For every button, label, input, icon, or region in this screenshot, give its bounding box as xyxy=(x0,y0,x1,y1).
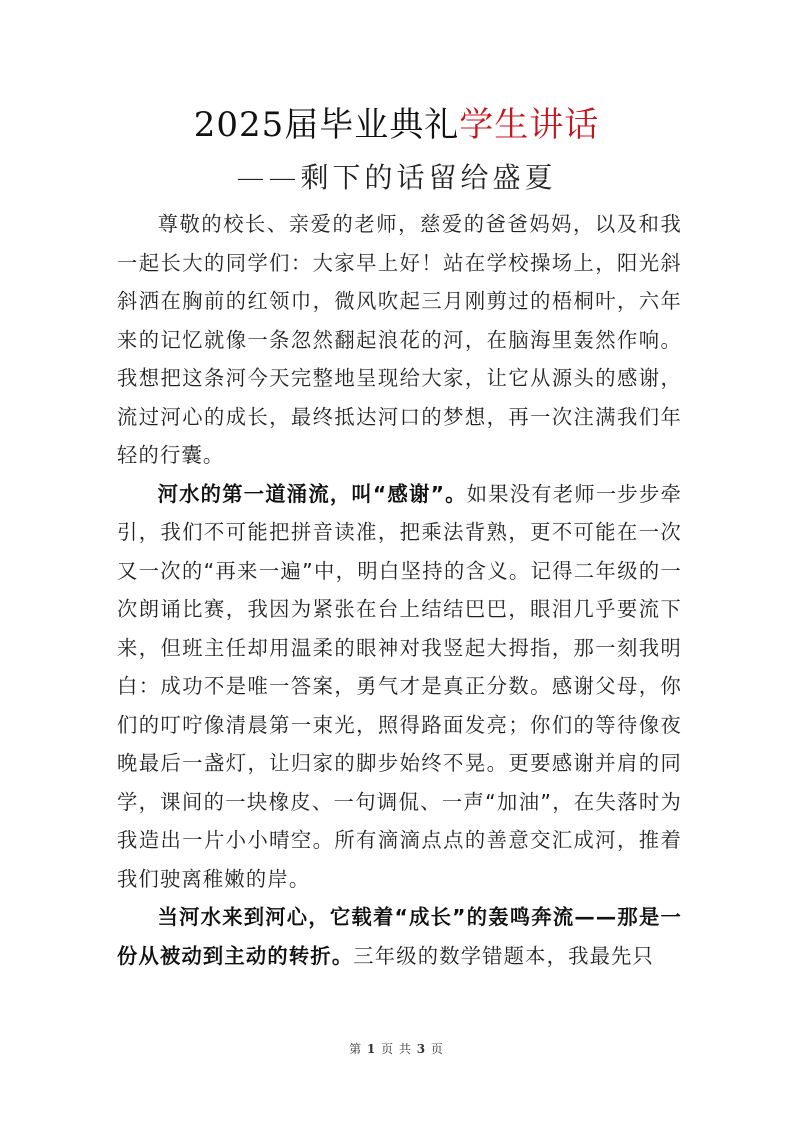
speech-body xyxy=(117,205,682,975)
paragraph-text: 尊敬的校长、亲爱的老师，慈爱的爸爸妈妈，以及和我一起长大的同学们：大家早上好！站在学校操场上，阳光斜斜洒在胸前的红领巾，微风吹起三月刚剪过的梧桐叶，六年来的记忆就像一条忽然翻起浪花的河，在脑海里轰然作响。我想把这条河今天完整地呈现给大家，让它从源头的感谢，流过河心的成长，最终抵达河口的梦想，再一次注满我们年轻的行囊。 xyxy=(117,212,682,467)
paragraph-lead: 当河水来到河心，它载着“成长”的轰鸣奔流——那是一份从被动到主动的转折。 xyxy=(117,905,682,968)
document-subtitle: ——剩下的话留给盛夏 xyxy=(236,161,557,194)
paragraph-lead: 河水的第一道涌流，叫“感谢”。 xyxy=(157,481,467,506)
page-label-middle: 页 共 xyxy=(376,1042,417,1056)
total-page-count: 3 xyxy=(416,1042,427,1056)
paragraph-greeting xyxy=(117,205,682,475)
paragraph-text: 如果没有老师一步步牵引，我们不可能把拼音读准，把乘法背熟，更不可能在一次又一次的“再来一遍”中，明白坚持的含义。记得二年级的一次朗诵比赛，我因为紧张在台上结结巴巴，眼泪几乎要流下来，但班主任却用温柔的眼神对我竖起大拇指，那一刻我明白：成功不是唯一答案，勇气才是真正分数。感谢父母，你们的叮咛像清晨第一束光，照得路面发亮；你们的等待像夜晚最后一盏灯，让归家的脚步始终不晃。更要感谢并肩的同学，课间的一块橡皮、一句调侃、一声“加油”，在失落时为我造出一片小小晴空。所有滴滴点点的善意交汇成河，推着我们驶离稚嫩的岸。 xyxy=(117,481,682,891)
page-label-suffix: 页 xyxy=(426,1042,444,1056)
document-title xyxy=(0,103,793,147)
page-footer xyxy=(0,1041,793,1057)
title-prefix: 2025届毕业典礼 xyxy=(193,105,460,145)
paragraph-text: 三年级的数学错题本，我最先只 xyxy=(353,943,655,968)
title-accent: 学生讲话 xyxy=(459,105,600,145)
page-label-prefix: 第 xyxy=(349,1042,367,1056)
current-page-number: 1 xyxy=(366,1042,377,1056)
paragraph-growth xyxy=(117,898,682,975)
paragraph-gratitude xyxy=(117,475,682,899)
